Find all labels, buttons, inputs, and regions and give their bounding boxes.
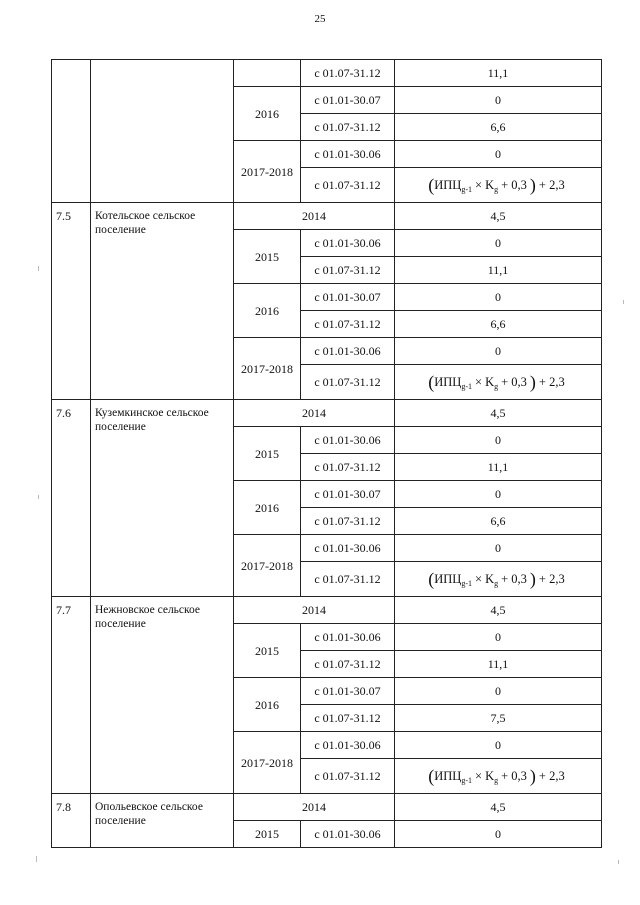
value-cell: 6,6 <box>395 508 602 535</box>
period-cell: с 01.01-30.06 <box>301 821 395 848</box>
period-cell: с 01.07-31.12 <box>301 365 395 400</box>
year-cell <box>234 60 301 87</box>
name-cell <box>91 60 234 203</box>
value-cell: 0 <box>395 821 602 848</box>
value-cell: 0 <box>395 481 602 508</box>
period-cell: с 01.01-30.06 <box>301 338 395 365</box>
year-cell: 2017-2018 <box>234 141 301 203</box>
year-cell: 2016 <box>234 678 301 732</box>
period-cell: с 01.01-30.06 <box>301 624 395 651</box>
period-cell: с 01.01-30.06 <box>301 230 395 257</box>
tariff-formula: ($ИПЦ_{g-1} \times K_g + 0,3$ ) + 2,3 <box>428 569 565 589</box>
period-cell: с 01.01-30.07 <box>301 284 395 311</box>
period-cell: с 01.01-30.07 <box>301 481 395 508</box>
settlement-name: Котельское сельское поселение <box>91 203 234 400</box>
value-cell: 6,6 <box>395 311 602 338</box>
tariff-formula: ($ИПЦ_{g-1} \times K_g + 0,3$ ) + 2,3 <box>428 372 565 392</box>
value-cell: 4,5 <box>395 597 602 624</box>
year-cell: 2017-2018 <box>234 732 301 794</box>
table-row <box>52 597 602 624</box>
period-cell: с 01.01-30.07 <box>301 87 395 114</box>
year-cell: 2016 <box>234 481 301 535</box>
year-cell: 2017-2018 <box>234 535 301 597</box>
period-cell: с 01.07-31.12 <box>301 562 395 597</box>
period-cell: с 01.01-30.06 <box>301 732 395 759</box>
tariff-table <box>51 59 602 848</box>
period-cell: с 01.01-30.06 <box>301 141 395 168</box>
value-cell: 0 <box>395 535 602 562</box>
period-cell: с 01.01-30.07 <box>301 678 395 705</box>
tariff-formula: ($ИПЦ_{g-1} \times K_g + 0,3$ ) + 2,3 <box>428 766 565 786</box>
value-cell: 4,5 <box>395 203 602 230</box>
formula-cell <box>395 562 602 597</box>
settlement-name: Нежновское сельское поселение <box>91 597 234 794</box>
value-cell: 0 <box>395 141 602 168</box>
value-cell: 0 <box>395 624 602 651</box>
formula-cell <box>395 168 602 203</box>
value-cell: 11,1 <box>395 651 602 678</box>
table-row <box>52 203 602 230</box>
formula-cell <box>395 365 602 400</box>
period-cell: с 01.07-31.12 <box>301 651 395 678</box>
period-cell: с 01.07-31.12 <box>301 114 395 141</box>
value-cell: 0 <box>395 230 602 257</box>
value-cell: 6,6 <box>395 114 602 141</box>
value-cell: 0 <box>395 87 602 114</box>
year-cell: 2015 <box>234 821 301 848</box>
num-cell <box>52 60 91 203</box>
settlement-number: 7.6 <box>52 400 91 597</box>
settlement-number: 7.8 <box>52 794 91 848</box>
value-cell: 0 <box>395 678 602 705</box>
settlement-name: Куземкинское сельское поселение <box>91 400 234 597</box>
formula-cell <box>395 759 602 794</box>
period-cell: с 01.07-31.12 <box>301 454 395 481</box>
tariff-formula: ($ИПЦ_{g-1} \times K_g + 0,3$ ) + 2,3 <box>428 175 565 195</box>
period-cell: с 01.07-31.12 <box>301 311 395 338</box>
period-cell: с 01.07-31.12 <box>301 257 395 284</box>
year-cell: 2014 <box>234 794 395 821</box>
value-cell: 11,1 <box>395 60 602 87</box>
year-cell: 2014 <box>234 597 395 624</box>
value-cell: 0 <box>395 284 602 311</box>
value-cell: 4,5 <box>395 794 602 821</box>
period-cell: с 01.01-30.06 <box>301 535 395 562</box>
year-cell: 2015 <box>234 230 301 284</box>
value-cell: 11,1 <box>395 257 602 284</box>
value-cell: 11,1 <box>395 454 602 481</box>
value-cell: 7,5 <box>395 705 602 732</box>
settlement-number: 7.7 <box>52 597 91 794</box>
year-cell: 2016 <box>234 87 301 141</box>
value-cell: 0 <box>395 427 602 454</box>
settlement-number: 7.5 <box>52 203 91 400</box>
year-cell: 2017-2018 <box>234 338 301 400</box>
year-cell: 2016 <box>234 284 301 338</box>
period-cell: с 01.07-31.12 <box>301 759 395 794</box>
period-cell: с 01.01-30.06 <box>301 427 395 454</box>
year-cell: 2014 <box>234 203 395 230</box>
table-row <box>52 60 602 87</box>
table-row <box>52 794 602 821</box>
value-cell: 4,5 <box>395 400 602 427</box>
period-cell: с 01.07-31.12 <box>301 60 395 87</box>
settlement-name: Опольевское сельское поселение <box>91 794 234 848</box>
period-cell: с 01.07-31.12 <box>301 168 395 203</box>
year-cell: 2015 <box>234 624 301 678</box>
year-cell: 2015 <box>234 427 301 481</box>
value-cell: 0 <box>395 338 602 365</box>
year-cell: 2014 <box>234 400 395 427</box>
period-cell: с 01.07-31.12 <box>301 508 395 535</box>
table-row <box>52 400 602 427</box>
value-cell: 0 <box>395 732 602 759</box>
period-cell: с 01.07-31.12 <box>301 705 395 732</box>
page-number: 25 <box>314 13 326 25</box>
